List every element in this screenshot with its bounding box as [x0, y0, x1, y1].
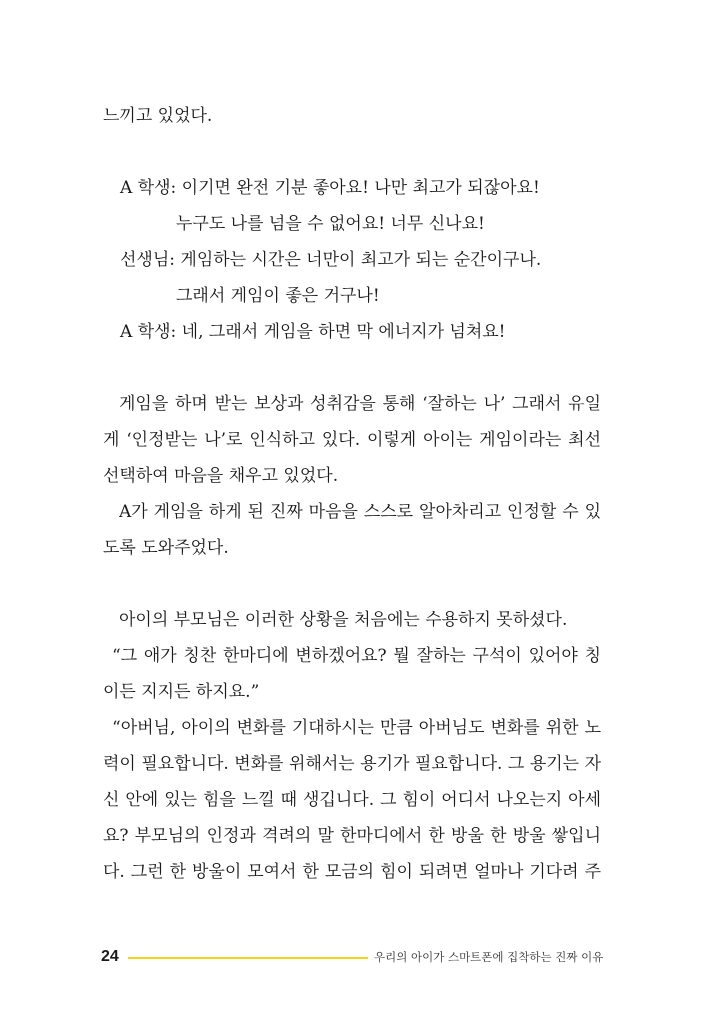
paragraph-line: 력이 필요합니다. 변화를 위해서는 용기가 필요합니다. 그 용기는 자 — [103, 754, 601, 774]
dialogue-speaker: 선생님: — [120, 250, 175, 270]
running-title: 우리의 아이가 스마트폰에 집착하는 진짜 이유 — [374, 950, 604, 964]
paragraph-line: “아버님, 아이의 변화를 기대하시는 만큼 아버님도 변화를 위한 노 — [112, 718, 601, 738]
paragraph-line: “그 애가 칭찬 한마디에 변하겠어요? 뭘 잘하는 구석이 있어야 칭 — [112, 646, 601, 666]
dialogue-text: 그래서 게임이 좋은 거구나! — [176, 286, 380, 306]
dialogue-speaker: A 학생: — [120, 178, 177, 198]
paragraph-line: 다. 그런 한 방울이 모여서 한 모금의 힘이 되려면 얼마나 기다려 주 — [103, 862, 601, 882]
dialogue-text: 네, 그래서 게임을 하면 막 에너지가 넘쳐요! — [181, 322, 506, 342]
dialogue-line-5 — [120, 320, 506, 344]
dialogue-line-2 — [176, 212, 485, 236]
dialogue-line-1 — [120, 176, 540, 200]
dialogue-text: 이기면 완전 기분 좋아요! 나만 최고가 되잖아요! — [181, 178, 540, 198]
paragraph-line: 이든 지지든 하지요.” — [103, 682, 260, 702]
dialogue-text: 누구도 나를 넘을 수 없어요! 너무 신나요! — [176, 214, 485, 234]
page-number: 24 — [101, 948, 119, 965]
dialogue-line-3 — [120, 248, 541, 272]
footer-rule — [128, 957, 368, 959]
dialogue-text: 게임하는 시간은 너만이 최고가 되는 순간이구나. — [180, 250, 542, 270]
paragraph-line: 요? 부모님의 인정과 격려의 말 한마디에서 한 방울 한 방울 쌓입니 — [103, 826, 601, 846]
dialogue-speaker: A 학생: — [120, 322, 177, 342]
paragraph-line: 신 안에 있는 힘을 느낄 때 생깁니다. 그 힘이 어디서 나오는지 아세 — [103, 790, 601, 810]
paragraph-line: 아이의 부모님은 이러한 상황을 처음에는 수용하지 못하셨다. — [119, 610, 568, 630]
paragraph-line: 게 ‘인정받는 나’로 인식하고 있다. 이렇게 아이는 게임이라는 최선 — [103, 430, 601, 450]
paragraph-line: A가 게임을 하게 된 진짜 마음을 스스로 알아차리고 인정할 수 있 — [119, 502, 601, 522]
intro-line: 느끼고 있었다. — [103, 106, 213, 126]
dialogue-line-4 — [176, 284, 380, 308]
paragraph-line: 게임을 하며 받는 보상과 성취감을 통해 ‘잘하는 나’ 그래서 유일 — [119, 394, 601, 414]
paragraph-line: 도록 도와주었다. — [103, 538, 229, 558]
paragraph-line: 선택하여 마음을 채우고 있었다. — [103, 466, 339, 486]
